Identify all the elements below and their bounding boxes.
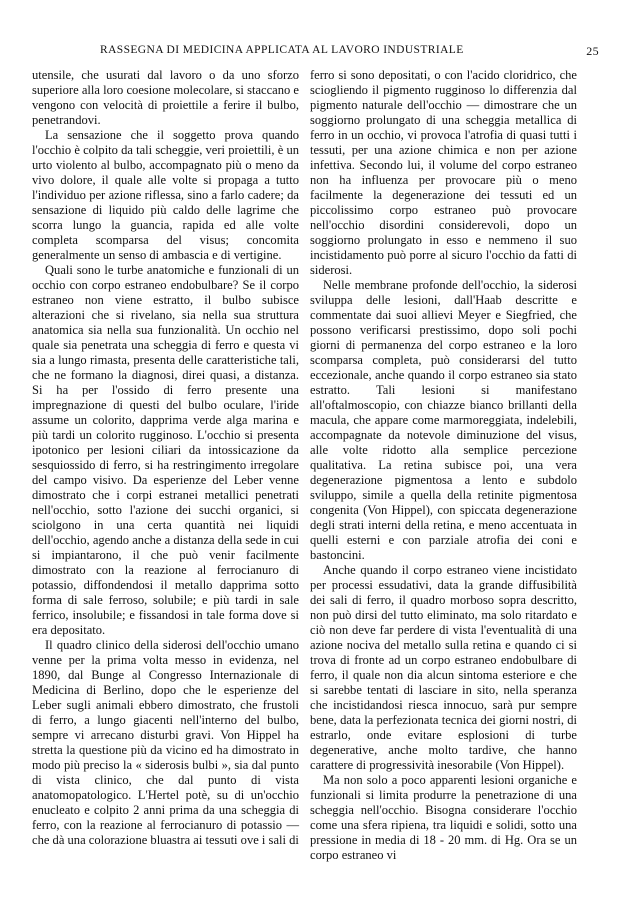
paragraph: Il quadro clinico della siderosi dell'occhio umano venne per la prima volta messo in evidenza, nel 1890, dal Bunge al Congresso Internazionale di Medicina di Berlino, dopo che le esperienze del Leber sugli animali ebbero dimostrato, che frustoli di ferro, a lungo giacenti nell'interno del bulbo, sempre vi arrecano disturbi gravi. Von Hippel ha stretta la questione più da vicino ed ha dimostrato in modo più preciso la « siderosis bulbi », sia dal punto di vista clinico, che dal punto di vista anatomopatologico. L'Hertel potè, su di un'occhio enucleato e colpito 2 anni prima da una scheggia di ferro, con la reazione al ferrocianuro di potassio — che dà una colorazione bluastra ai tessuti ove i sali di <box>32 638 299 847</box>
left-column <box>32 68 299 848</box>
paragraph: utensile, che usurati dal lavoro o da uno sforzo superiore alla loro coesione molecolare, si staccano e vengono con velocità di proiettile a ferire il bulbo, penetrandovi. <box>32 68 299 127</box>
page-number: 25 <box>586 44 599 58</box>
paragraph: Anche quando il corpo estraneo viene incistidato per processi essudativi, data la grande diffusibilità dei sali di ferro, il quadro morboso sopra descritto, non può dirsi del tutto eliminato, ma solo ritardato e ciò non deve far perdere di vista l'eventualità di una azione nociva del metallo sulla retina e quando ci si trova di fronte ad un corpo estraneo endobulbare di ferro, il quale non dia alcun sintoma esteriore e che si sarebbe tentati di lasciare in sito, nella speranza che incistidandosi riesca innocuo, sarà pur sempre bene, data la perfezionata tecnica dei giorni nostri, di estrarlo, onde evitare esplosioni di turbe degenerative, anche molto tardive, che hanno carattere di progressività inesorabile (Von Hippel). <box>310 563 577 772</box>
paragraph: Ma non solo a poco apparenti lesioni organiche e funzionali si limita produrre la penetrazione di una scheggia nell'occhio. Bisogna considerare l'occhio come una sfera ripiena, tra liquidi e solidi, sotto una pressione in media di 18 - 20 mm. di Hg. Ora se un corpo estraneo vi <box>310 773 577 862</box>
paragraph: Quali sono le turbe anatomiche e funzionali di un occhio con corpo estraneo endobulbare? Se il corpo estraneo non viene estratto, il bulbo subisce alterazioni che si rivelano, sia nella sua struttura anatomica sia nella sua funzionalità. Un occhio nel quale sia penetrata una scheggia di ferro e questa vi sia a lungo rimasta, presenta delle caratteristiche tali, che ne formano la diagnosi, direi quasi, a distanza. Si ha per l'ossido di ferro presente una impregnazione di questi del bulbo oculare, l'iride assume un colorito, dapprima verde alga marina e più tardi un colorito rugginoso. L'occhio si presenta ipotonico per lesioni ciliari da intossicazione da sesquiossido di ferro, si ha restringimento irregolare del campo visivo. Da esperienze del Leber venne dimostrato che i corpi estranei metallici penetrati nell'occhio, sotto l'azione dei succhi organici, si sciolgono in una certa quantità nei liquidi dell'occhio, agendo anche a distanza della sede in cui si impiantarono, il che può venir facilmente dimostrato con la reazione al ferrocianuro di potassio, diffondendosi il metallo dapprima sotto forma di sale ferroso, solubile; e più tardi in sale ferrico, insolubile; e fissandosi in tale forma dove si era depositato. <box>32 263 299 637</box>
right-column <box>310 68 577 863</box>
paragraph: Nelle membrane profonde dell'occhio, la siderosi sviluppa delle lesioni, dall'Haab descritte e commentate dai suoi allievi Meyer e Siegfried, che possono verificarsi prestissimo, dopo soli pochi giorni di permanenza del corpo estraneo e la loro scomparsa completa, può considerarsi del tutto eccezionale, anche quando il corpo estraneo sia stato estratto. Tali lesioni si manifestano all'oftalmoscopio, con chiazze bianco brillanti della macula, che appare come marmoreggiata, indelebili, accompagnate da notevole diminuzione del visus, alle volte ridotto alla semplice percezione qualitativa. La retina subisce poi, una vera degenerazione pigmentosa a lento e subdolo sviluppo, simile a quella della retinite pigmentosa congenita (Von Hippel), con spiccata degenerazione degli strati interni della retina, e meno accentuata in quelli esterni e con parziale atrofia dei coni e bastoncini. <box>310 278 577 562</box>
paragraph: ferro si sono depositati, o con l'acido cloridrico, che sciogliendo il pigmento rugginoso lo differenzia dal pigmento naturale dell'occhio — dimostrare che un soggiorno prolungato di una scheggia metallica di ferro in un occhio, vi provoca l'atrofia di quasi tutti i tessuti, per una azione chimica e non per azione infettiva. Secondo lui, il volume del corpo estraneo non ha influenza per provocare più o meno facilmente la degenerazione dei tessuti ed un piccolissimo corpo estraneo può provocare nell'occhio disordini considerevoli, dopo un soggiorno prolungato in esso e nemmeno il suo incistidamento può porre al sicuro l'occhio da fatti di siderosi. <box>310 68 577 277</box>
paragraph: La sensazione che il soggetto prova quando l'occhio è colpito da tali scheggie, veri proiettili, è un urto violento al bulbo, accompagnato più o meno da vivo dolore, il quale alle volte si propaga a tutto l'individuo per azione riflessa, sino a farlo cadere; da sensazione di liquido più caldo delle lagrime che scorra lungo la guancia, rapida ed alle volte completa scomparsa del visus; concomita generalmente un senso di ambascia e di vertigine. <box>32 128 299 262</box>
running-title: RASSEGNA DI MEDICINA APPLICATA AL LAVORO INDUSTRIALE <box>100 44 464 56</box>
